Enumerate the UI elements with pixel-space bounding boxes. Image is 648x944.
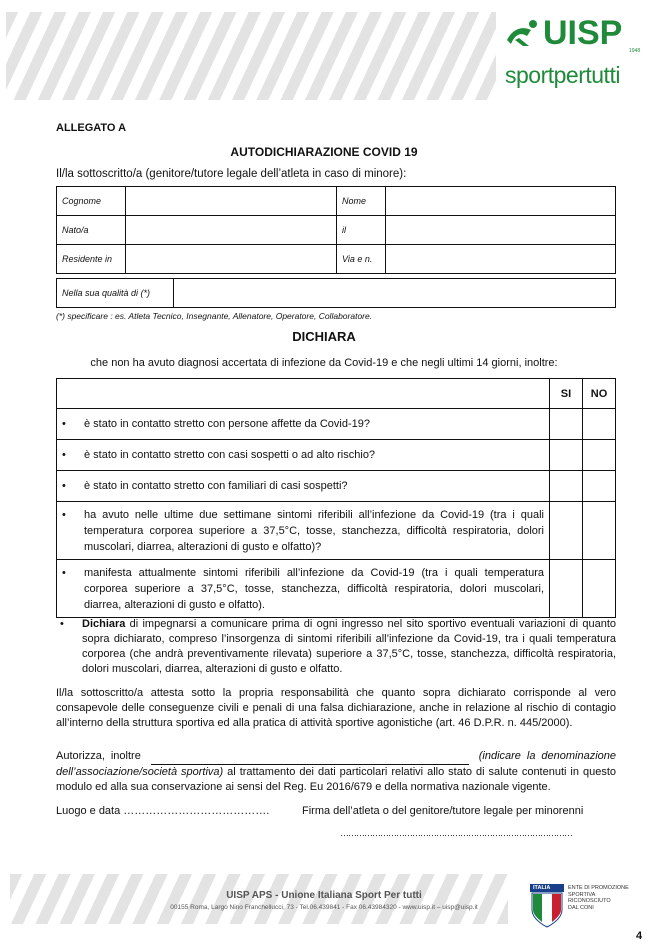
footnote: (*) specificare : es. Atleta Tecnico, Insegnante, Allenatore, Operatore, Collaboratore. [56, 311, 373, 321]
question-text: è stato in contatto stretto con casi sospetti o ad alto rischio? [84, 449, 376, 461]
question-text: manifesta attualmente sintomi riferibili all’infezione da Covid-19 (tra i quali temperatura corporea superiore a 37,5°C, tosse, stanchezza, difficoltà respiratoria, dolori muscolari, diarrea, alterazioni di gusto e olfatto). [84, 566, 544, 611]
coni-italia-logo [530, 884, 564, 928]
label-qualita: Nella sua qualità di (*) [57, 279, 174, 308]
label-nato: Nato/a [57, 216, 126, 245]
footer-org: UISP APS - Unione Italiana Sport Per tutti [226, 890, 422, 901]
question-row [57, 560, 550, 618]
answer-si-checkbox[interactable] [550, 409, 583, 440]
question-row [57, 440, 550, 471]
qualita-field[interactable] [174, 279, 616, 308]
attesta-paragraph: Il/la sottoscritto/a attesta sotto la propria responsabilità che quanto sopra dichiarato corrisponde al vero consapevole delle conseguenze civili e penali di una falsa dichiarazione, anche in relazione al rischio di contagio all’interno della struttura sportiva ed alla pratica di attività sportive agonistiche (art. 46 D.P.R. n. 445/2000). [56, 687, 616, 729]
intro-text: Il/la sottoscritto/a (genitore/tutore legale dell’atleta in caso di minore): [56, 168, 407, 180]
bullet-icon: • [62, 566, 66, 579]
col-si: SI [550, 379, 583, 409]
questions-header-blank [57, 379, 550, 409]
doc-title: AUTODICHIARAZIONE COVID 19 [230, 145, 418, 159]
luogo-data-field[interactable]: Luogo e data …………………………………. [56, 805, 270, 817]
label-via: Via e n. [337, 245, 386, 274]
answer-si-checkbox[interactable] [550, 440, 583, 471]
dichiara-subtitle: che non ha avuto diagnosi accertata di infezione da Covid-19 e che negli ultimi 14 giorni, inoltre: [90, 357, 558, 369]
uisp-logo [505, 14, 645, 98]
question-text: è stato in contatto stretto con persone affette da Covid-19? [84, 418, 370, 430]
personal-data-table [56, 186, 616, 274]
question-text: ha avuto nelle ultime due settimane sintomi riferibili all’infezione da Covid-19 (tra i quali temperatura corporea superiore a 37,5°C, tosse, stanchezza, difficoltà respiratoria, dolori muscolari, diarrea, alterazioni di gusto e olfatto)? [84, 508, 544, 553]
answer-no-checkbox[interactable] [583, 440, 616, 471]
question-row [57, 409, 550, 440]
firma-label: Firma dell’atleta o del genitore/tutore legale per minorenni [302, 805, 584, 817]
logo-tagline: sportpertutti [505, 62, 620, 88]
questions-table [56, 378, 616, 618]
label-nome: Nome [337, 187, 386, 216]
dichiara-heading: DICHIARA [292, 329, 356, 344]
associazione-field[interactable] [151, 749, 469, 765]
coni-text-line: ENTE DI PROMOZIONE [568, 885, 629, 891]
nome-field[interactable] [386, 187, 616, 216]
answer-no-checkbox[interactable] [583, 502, 616, 560]
qualita-table [56, 278, 616, 308]
firma-line[interactable]: …………………………………………………………………………… [340, 828, 572, 838]
label-cognome: Cognome [57, 187, 126, 216]
header-stripes-decoration [6, 12, 496, 100]
bullet-icon: • [60, 618, 64, 630]
question-row [57, 502, 550, 560]
answer-no-checkbox[interactable] [583, 560, 616, 618]
autorizza-paragraph [56, 749, 616, 795]
page-number: 4 [636, 930, 643, 942]
cognome-field[interactable] [126, 187, 337, 216]
autorizza-label: Autorizza, inoltre [56, 750, 141, 762]
question-row [57, 471, 550, 502]
answer-si-checkbox[interactable] [550, 502, 583, 560]
coni-text-line: RICONOSCIUTO [568, 898, 611, 904]
coni-text-line: DAL CONI [568, 904, 594, 911]
col-no: NO [583, 379, 616, 409]
logo-year: 1948 [629, 48, 641, 54]
via-field[interactable] [386, 245, 616, 274]
uisp-runner-icon [505, 18, 541, 48]
bullet-icon: • [62, 508, 66, 521]
label-residente: Residente in [57, 245, 126, 274]
footer-address: 00155 Roma, Largo Nino Franchellucci, 73 - Tel.06.439841 - Fax 06.43984320 - www.uisp.it – uisp@uisp.it [170, 904, 478, 911]
allegato-label: ALLEGATO A [56, 122, 127, 134]
commitment-paragraph [56, 617, 616, 677]
data-nascita-field[interactable] [386, 216, 616, 245]
bullet-icon: • [62, 418, 66, 430]
bullet-icon: • [62, 480, 66, 492]
answer-si-checkbox[interactable] [550, 560, 583, 618]
coni-text [568, 885, 644, 911]
commitment-text: di impegnarsi a comunicare prima di ogni ingresso nel sito sportivo eventuali variazioni di quanto sopra dichiarato, compreso l’insorgenza di sintomi riferibili all’infezione da Covid-19, tra i quali temperatura corporea (che andrà preventivamente rilevata) superiore a 37,5°C, tosse, stanchezza, difficoltà respiratoria, dolori muscolari, diarrea, alterazioni di gusto e olfatto. [82, 618, 616, 675]
coni-italia-label: ITALIA [533, 885, 551, 891]
autorizza-hint: (indicare la denominazione dell’associazione/società sportiva) [56, 750, 616, 778]
label-il: il [337, 216, 386, 245]
nato-field[interactable] [126, 216, 337, 245]
autorizza-text: al trattamento dei dati particolari relativi allo stato di salute contenuti in questo modulo ed alla sua conservazione ai sensi del Reg. Eu 2016/679 e della normativa nazionale vigente. [56, 766, 616, 793]
answer-no-checkbox[interactable] [583, 409, 616, 440]
coni-text-line: SPORTIVA [568, 891, 596, 898]
answer-si-checkbox[interactable] [550, 471, 583, 502]
logo-uisp-text: UISP [543, 14, 623, 52]
question-text: è stato in contatto stretto con familiari di casi sospetti? [84, 480, 348, 492]
bullet-icon: • [62, 449, 66, 461]
commitment-bold: Dichiara [82, 618, 126, 630]
residente-field[interactable] [126, 245, 337, 274]
answer-no-checkbox[interactable] [583, 471, 616, 502]
